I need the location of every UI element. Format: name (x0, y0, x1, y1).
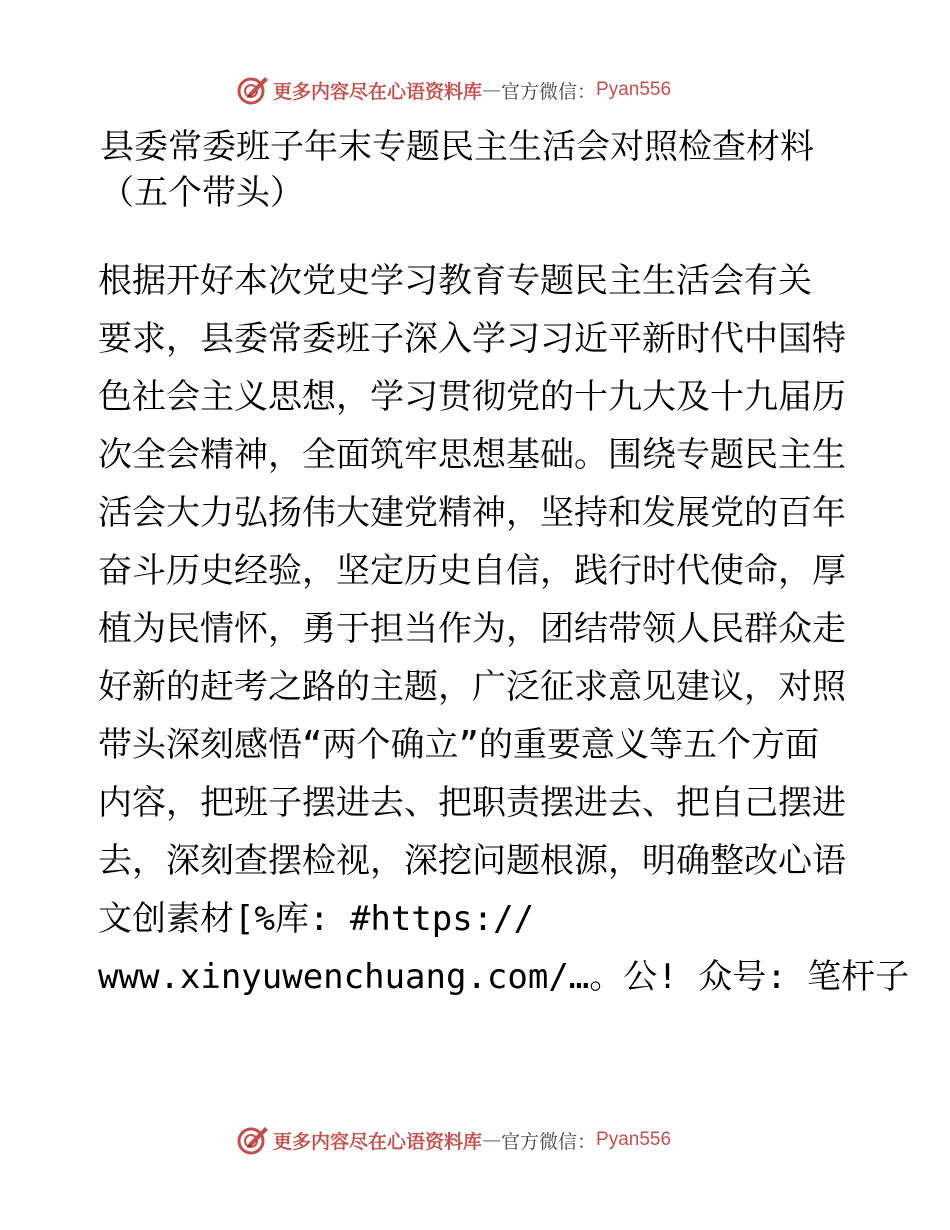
body-line: www.xinyuwenchuang.com/…。公! 众号: 笔杆子 (98, 957, 910, 997)
pen-circle-icon (235, 73, 269, 107)
header-banner (235, 70, 715, 110)
banner-dash: — (482, 79, 502, 101)
body-line: 活会大力弘扬伟大建党精神，坚持和发展党的百年 (98, 493, 846, 533)
banner-main-text: 更多内容尽在心语资料库 (273, 1130, 483, 1153)
document-title (100, 124, 860, 216)
title-line: （五个带头） (100, 173, 304, 213)
pen-circle-icon (235, 1123, 269, 1157)
banner-main-text: 更多内容尽在心语资料库 (273, 80, 483, 103)
body-line: 根据开好本次党史学习教育专题民主生活会有关 (98, 261, 812, 301)
body-line: 植为民情怀，勇于担当作为，团结带领人民群众走 (98, 609, 846, 649)
body-line: 色社会主义思想，学习贯彻党的十九大及十九届历 (98, 377, 846, 417)
banner-wechat-id: Pyan556 (596, 79, 672, 100)
body-line: 内容，把班子摆进去、把职责摆进去、把自己摆进 (98, 783, 846, 823)
body-line: 文创素材[%库: #https:// (98, 899, 535, 939)
body-line: 要求，县委常委班子深入学习习近平新时代中国特 (98, 319, 846, 359)
banner-dash: — (482, 1129, 502, 1151)
body-line: 去，深刻查摆检视，深挖问题根源，明确整改心语 (98, 841, 846, 881)
body-line: 次全会精神，全面筑牢思想基础。围绕专题民主生 (98, 435, 846, 475)
banner-wechat-label: 官方微信： (501, 1130, 597, 1153)
footer-banner (235, 1120, 715, 1160)
body-line: 带头深刻感悟“两个确立”的重要意义等五个方面 (98, 725, 819, 765)
document-body (98, 252, 910, 1006)
banner-wechat-label: 官方微信： (501, 80, 597, 103)
body-line: 好新的赶考之路的主题，广泛征求意见建议，对照 (98, 667, 846, 707)
body-line: 奋斗历史经验，坚定历史自信，践行时代使命，厚 (98, 551, 846, 591)
banner-wechat-id: Pyan556 (596, 1129, 672, 1150)
title-line: 县委常委班子年末专题民主生活会对照检查材料 (100, 127, 814, 167)
